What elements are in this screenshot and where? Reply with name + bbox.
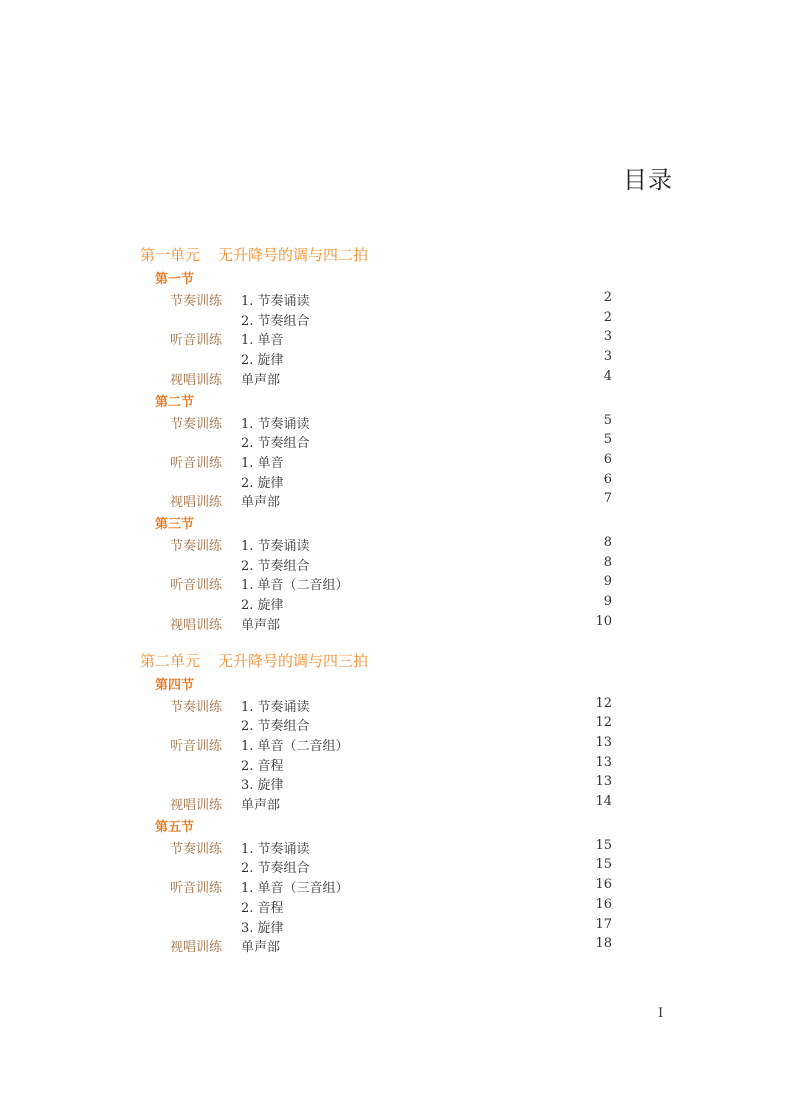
toc-entry[interactable]: 单声部: [241, 798, 281, 813]
toc-entry[interactable]: 1. 单音（二音组）: [241, 738, 349, 754]
toc-page-number: 6: [603, 471, 612, 487]
toc-page-number: 4: [603, 368, 612, 384]
toc-page-number: 12: [595, 715, 612, 731]
toc-page-number: 10: [595, 613, 612, 629]
toc-unit-heading[interactable]: [140, 650, 368, 671]
toc-category: 节奏训练: [170, 699, 223, 715]
toc-section-heading[interactable]: 第一节: [155, 272, 195, 287]
page-title: 目录: [623, 166, 673, 194]
toc-entry[interactable]: 2. 节奏组合: [241, 719, 310, 735]
toc-entry[interactable]: 1. 节奏诵读: [241, 699, 310, 715]
toc-entry[interactable]: 2. 旋律: [241, 353, 284, 369]
toc-category: 视唱训练: [170, 940, 223, 956]
toc-page-number: 17: [595, 916, 612, 932]
toc-entry[interactable]: 单声部: [241, 495, 281, 511]
toc-page-number: 6: [603, 451, 612, 467]
toc-page-number: 3: [603, 349, 612, 365]
page-folio: I: [658, 1006, 664, 1021]
toc-entry[interactable]: 2. 节奏组合: [241, 861, 310, 877]
toc-page-number: 16: [595, 896, 612, 912]
toc-page-number: 7: [603, 491, 612, 507]
toc-unit-heading[interactable]: [140, 244, 368, 265]
toc-page-number: 9: [603, 574, 612, 590]
toc-page-number: 16: [595, 877, 612, 893]
toc-category: 视唱训练: [170, 372, 223, 388]
toc-category: 听音训练: [170, 333, 223, 349]
toc-page-number: 2: [603, 290, 612, 305]
toc-entry[interactable]: 单声部: [241, 617, 281, 633]
toc-entry[interactable]: 1. 单音: [241, 333, 284, 349]
toc-entry[interactable]: 1. 节奏诵读: [241, 416, 310, 432]
toc-page-number: 15: [595, 837, 612, 853]
toc-category: 节奏训练: [170, 841, 223, 857]
toc-entry[interactable]: 2. 旋律: [241, 475, 284, 491]
toc-entry[interactable]: 单声部: [241, 940, 281, 956]
toc-entry[interactable]: 1. 节奏诵读: [241, 841, 310, 857]
toc-section-heading[interactable]: 第三节: [155, 517, 195, 532]
toc-entry[interactable]: 2. 节奏组合: [241, 436, 310, 452]
toc-page-number: 5: [603, 432, 612, 448]
toc-category: 节奏训练: [170, 294, 223, 309]
toc-entry[interactable]: 3. 旋律: [241, 778, 284, 794]
toc-page-number: 9: [603, 594, 612, 610]
toc-category: 听音训练: [170, 578, 223, 594]
toc-page-number: 5: [603, 412, 612, 428]
unit-title: 无升降号的调与四三拍: [218, 651, 369, 670]
toc-page-number: 8: [603, 535, 612, 550]
toc-category: 视唱训练: [170, 617, 223, 633]
toc-page-number: 18: [595, 936, 612, 952]
toc-page-number: 14: [595, 794, 612, 809]
toc-entry[interactable]: 1. 单音（三音组）: [241, 881, 349, 897]
toc-entry[interactable]: 1. 单音: [241, 455, 284, 471]
toc-entry[interactable]: 1. 节奏诵读: [241, 539, 310, 554]
toc-page-number: 15: [595, 857, 612, 873]
toc-category: 节奏训练: [170, 539, 223, 554]
unit-number: 第二单元: [140, 651, 201, 670]
toc-section-heading[interactable]: 第四节: [155, 677, 195, 693]
unit-number: 第一单元: [140, 246, 201, 264]
unit-title: 无升降号的调与四二拍: [218, 246, 369, 264]
toc-entry[interactable]: 2. 节奏组合: [241, 313, 310, 329]
toc-page-number: 2: [603, 309, 612, 325]
toc-entry[interactable]: 2. 旋律: [241, 598, 284, 614]
toc-page-number: 13: [595, 734, 612, 750]
toc-category: 听音训练: [170, 881, 223, 897]
toc-section-heading[interactable]: 第五节: [155, 819, 195, 835]
toc-entry[interactable]: 2. 节奏组合: [241, 558, 310, 574]
toc-entry[interactable]: 3. 旋律: [241, 920, 284, 936]
toc-category: 节奏训练: [170, 416, 223, 432]
toc-entry[interactable]: 2. 音程: [241, 900, 284, 916]
toc-entry[interactable]: 1. 单音（二音组）: [241, 578, 349, 594]
toc-page-number: 13: [595, 754, 612, 770]
toc-page-number: 3: [603, 329, 612, 345]
toc-page-number: 12: [595, 695, 612, 711]
toc-category: 视唱训练: [170, 798, 223, 813]
toc-page-number: 13: [595, 774, 612, 790]
toc-category: 听音训练: [170, 738, 223, 754]
toc-entry[interactable]: 1. 节奏诵读: [241, 294, 310, 309]
toc-section-heading[interactable]: 第二节: [155, 394, 195, 410]
toc-entry[interactable]: 2. 音程: [241, 758, 284, 774]
toc-entry[interactable]: 单声部: [241, 372, 281, 388]
toc-category: 视唱训练: [170, 495, 223, 511]
toc-category: 听音训练: [170, 455, 223, 471]
toc-page-number: 8: [603, 554, 612, 570]
